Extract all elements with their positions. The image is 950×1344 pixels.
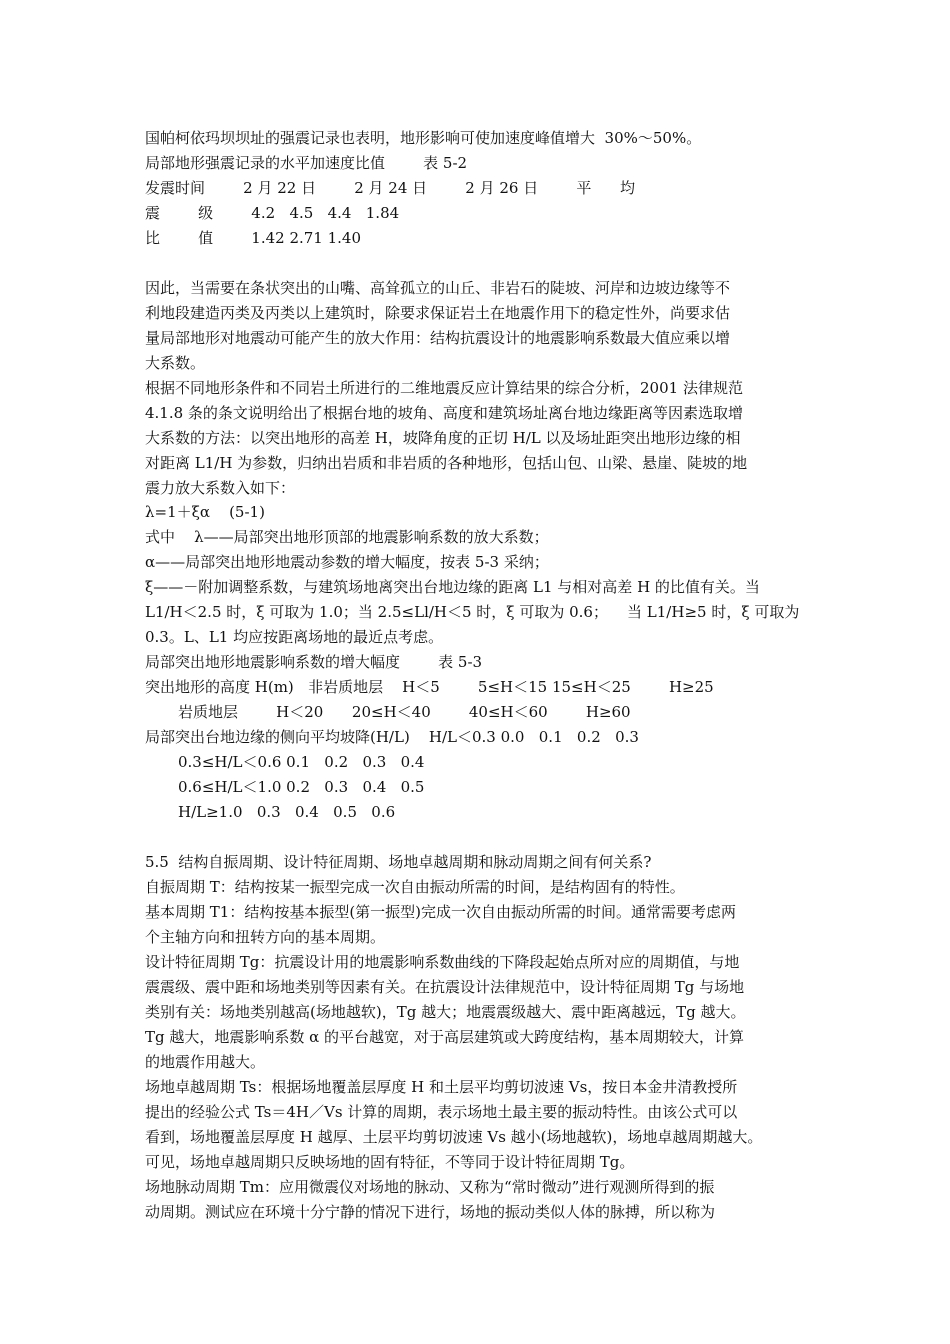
paragraph-line: α——局部突出地形地震动参数的增大幅度，按表 5-3 采纳； [145, 553, 549, 571]
table-row: 发震时间 2 月 22 日 2 月 24 日 2 月 26 日 平 均 [145, 179, 635, 197]
paragraph-line: 动周期。测试应在环境十分宁静的情况下进行，场地的振动类似人体的脉搏，所以称为 [145, 1203, 716, 1221]
paragraph-line: 自振周期 T：结构按某一振型完成一次自由振动所需的时间，是结构固有的特性。 [145, 878, 685, 896]
table-row: 局部突出台地边缘的侧向平均坡降(H/L) H/L＜0.3 0.0 0.1 0.2 0.3 [145, 728, 639, 746]
paragraph-line: 场地脉动周期 Tm：应用微震仪对场地的脉动、又称为“常时微动”进行观测所得到的振 [145, 1178, 715, 1196]
paragraph-line: 类别有关：场地类别越高(场地越软)，Tg 越大；地震震级越大、震中距离越远，Tg 越大。 [145, 1003, 746, 1021]
section-heading: 5.5 结构自振周期、设计特征周期、场地卓越周期和脉动周期之间有何关系? [145, 853, 652, 871]
paragraph-line: 对距离 L1/H 为参数，归纳出岩质和非岩质的各种地形，包括山包、山梁、悬崖、陡坡的地 [145, 454, 748, 472]
paragraph-line: 可见，场地卓越周期只反映场地的固有特征，不等同于设计特征周期 Tg。 [145, 1153, 635, 1171]
paragraph-line: Tg 越大，地震影响系数 α 的平台越宽，对于高层建筑或大跨度结构，基本周期较大，计算 [145, 1028, 745, 1046]
paragraph-line: 的地震作用越大。 [145, 1053, 266, 1071]
paragraph-line: 因此，当需要在条状突出的山嘴、高耸孤立的山丘、非岩石的陡坡、河岸和边坡边缘等不 [145, 279, 731, 297]
paragraph-line: L1/H＜2.5 时，ξ 可取为 1.0；当 2.5≤Ll/H＜5 时，ξ 可取为 0.6； 当 L1/H≥5 时，ξ 可取为 [145, 603, 800, 621]
paragraph-line: 震力放大系数入如下： [145, 479, 296, 497]
paragraph-line: 利地段建造丙类及丙类以上建筑时，除要求保证岩土在地震作用下的稳定性外，尚要求估 [145, 304, 731, 322]
paragraph-line: 根据不同地形条件和不同岩土所进行的二维地震反应计算结果的综合分析，2001 法律规范 [145, 379, 743, 397]
paragraph-line: 个主轴方向和扭转方向的基本周期。 [145, 928, 386, 946]
paragraph-line: 大系数的方法：以突出地形的高差 H，坡降角度的正切 H/L 以及场址距突出地形边缘的相 [145, 429, 741, 447]
table-row: 震 级 4.2 4.5 4.4 1.84 [145, 204, 400, 222]
table-row: 比 值 1.42 2.71 1.40 [145, 229, 362, 247]
table-row: 0.6≤H/L＜1.0 0.2 0.3 0.4 0.5 [178, 778, 425, 796]
formula-line: λ=1＋ξα (5-1) [145, 503, 265, 521]
paragraph-line: 设计特征周期 Tg：抗震设计用的地震影响系数曲线的下降段起始点所对应的周期值，与地 [145, 953, 740, 971]
text-line: 国帕柯依玛坝坝址的强震记录也表明，地形影响可使加速度峰值增大 30%～50%。 [145, 129, 702, 147]
paragraph-line: 量局部地形对地震动可能产生的放大作用：结构抗震设计的地震影响系数最大值应乘以增 [145, 329, 731, 347]
paragraph-line: 震震级、震中距和场地类别等因素有关。在抗震设计法律规范中，设计特征周期 Tg 与场地 [145, 978, 745, 996]
paragraph-line: 大系数。 [145, 354, 206, 372]
table-row: 突出地形的高度 H(m) 非岩质地层 H＜5 5≤H＜15 15≤H＜25 H≥25 [145, 678, 714, 696]
paragraph-line: ξ——－附加调整系数，与建筑场地离突出台地边缘的距离 L1 与相对高差 H 的比值有关。当 [145, 578, 760, 596]
table-row: H/L≥1.0 0.3 0.4 0.5 0.6 [178, 803, 396, 821]
paragraph-line: 4.1.8 条的条文说明给出了根据台地的坡角、高度和建筑场址离台地边缘距离等因素选取增 [145, 404, 743, 422]
paragraph-line: 提出的经验公式 Ts＝4H／Vs 计算的周期，表示场地土最主要的振动特性。由该公式可以 [145, 1103, 738, 1121]
paragraph-line: 0.3。L、L1 均应按距离场地的最近点考虑。 [145, 628, 444, 646]
table-row: 岩质地层 H＜20 20≤H＜40 40≤H＜60 H≥60 [178, 703, 631, 721]
paragraph-line: 场地卓越周期 Ts：根据场地覆盖层厚度 H 和土层平均剪切波速 Vs，按日本金井清教授所 [145, 1078, 738, 1096]
paragraph-line: 式中 λ——局部突出地形顶部的地震影响系数的放大系数； [145, 528, 549, 546]
table-caption: 局部突出地形地震影响系数的增大幅度 表 5-3 [145, 653, 483, 671]
paragraph-line: 基本周期 T1：结构按基本振型(第一振型)完成一次自由振动所需的时间。通常需要考虑两 [145, 903, 737, 921]
table-caption: 局部地形强震记录的水平加速度比值 表 5-2 [145, 154, 468, 172]
paragraph-line: 看到，场地覆盖层厚度 H 越厚、土层平均剪切波速 Vs 越小(场地越软)，场地卓越周期越大。 [145, 1128, 763, 1146]
table-row: 0.3≤H/L＜0.6 0.1 0.2 0.3 0.4 [178, 753, 425, 771]
